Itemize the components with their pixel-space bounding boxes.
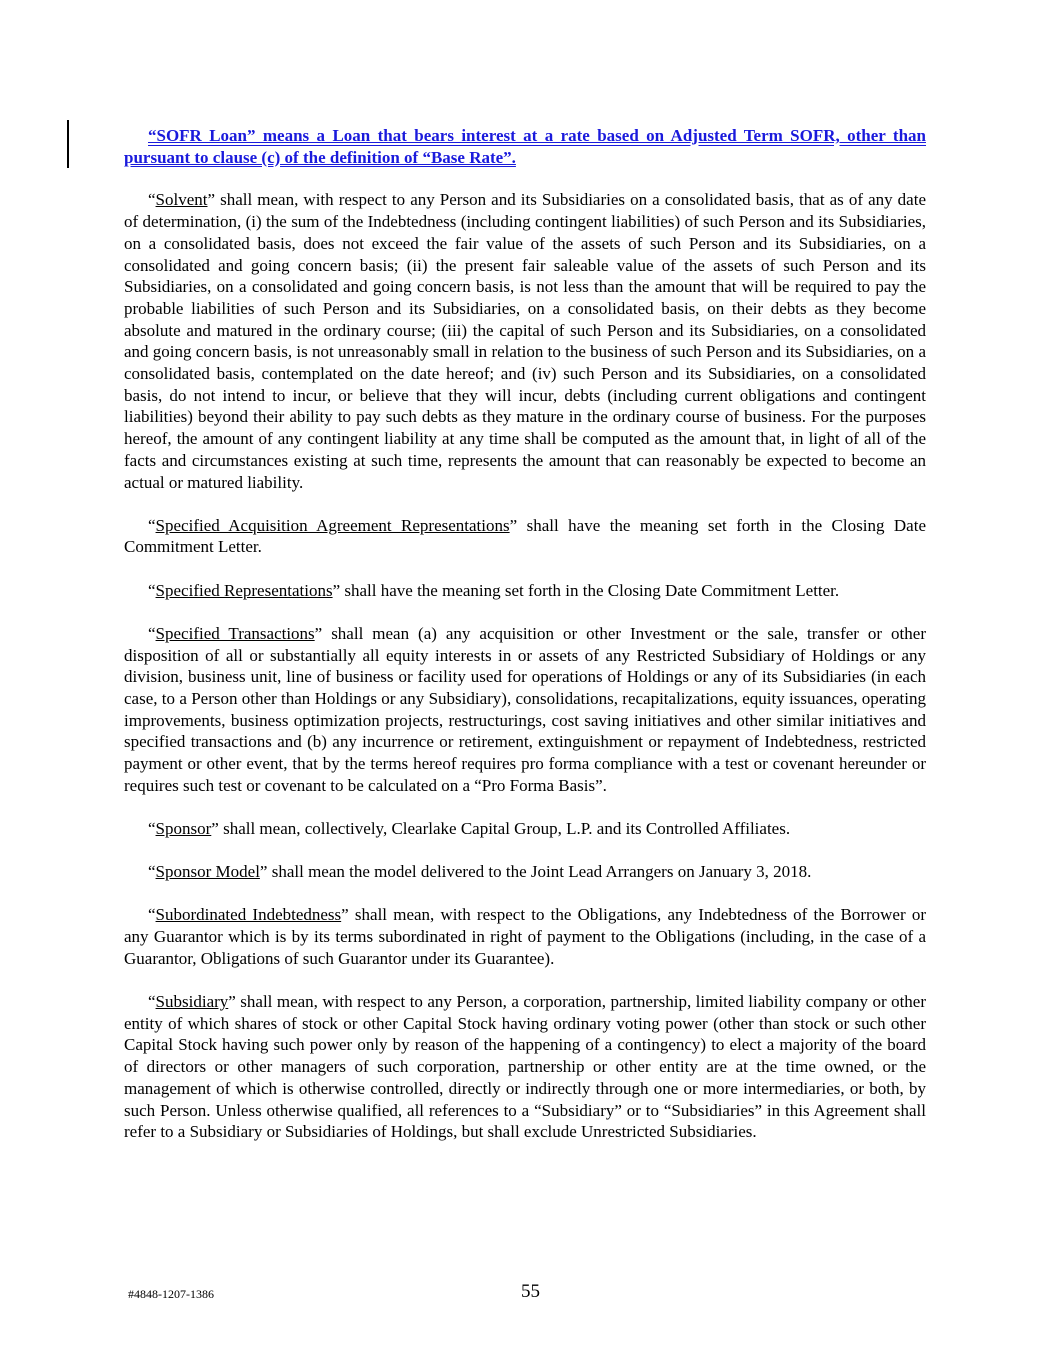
defined-term: Subordinated Indebtedness bbox=[155, 905, 342, 925]
defined-term: Solvent bbox=[155, 190, 208, 210]
definition-sponsor-model: “Sponsor Model” shall mean the model delivered to the Joint Lead Arrangers on January 3, 2018. bbox=[148, 862, 812, 882]
defined-term: Specified Representations bbox=[155, 580, 333, 600]
document-page-body bbox=[124, 125, 926, 1164]
definition-sponsor: “Sponsor” shall mean, collectively, Clearlake Capital Group, L.P. and its Controlled Affiliates. bbox=[148, 818, 791, 838]
definition-specified-acquisition-agreement-representations: “Specified Acquisition Agreement Representations” shall have the meaning set forth in the Closing Date Commitment Letter. bbox=[124, 515, 926, 557]
revision-change-bar bbox=[67, 120, 69, 168]
footer-document-id: #4848-1207-1386 bbox=[128, 1287, 214, 1301]
definition-specified-representations: “Specified Representations” shall have the meaning set forth in the Closing Date Commitment Letter. bbox=[148, 580, 840, 600]
definition-specified-transactions: “Specified Transactions” shall mean (a) any acquisition or other Investment or the sale, transfer or other disposition of all or substantially all equity interests in or assets of any Restricted Subsidiary of Holdings or any division, business unit, line of business or facility used for operations of Holdings or any of its Subsidiaries (in each case, to a Person other than Holdings or any Subsidiary), consolidations, recapitalizations, equity issuances, operating improvements, business optimization projects, restructurings, cost saving initiatives and other similar initiatives and specified transactions and (b) any incurrence or retirement, extinguishment or repayment of Indebtedness, restricted payment or other event, that by the terms hereof requires pro forma compliance with a test or covenant hereunder or requires such test or covenant to be calculated on a “Pro Forma Basis”. bbox=[124, 623, 926, 795]
defined-term: Specified Acquisition Agreement Representations bbox=[155, 515, 510, 535]
definition-subordinated-indebtedness: “Subordinated Indebtedness” shall mean, with respect to the Obligations, any Indebtedness of the Borrower or any Guarantor which is by its terms subordinated in right of payment to the Obligations (including, in the case of a Guarantor, Obligations of such Guarantor under its Guarantee). bbox=[124, 905, 926, 968]
defined-term: Sponsor Model bbox=[155, 862, 260, 882]
definition-subsidiary: “Subsidiary” shall mean, with respect to any Person, a corporation, partnership, limited liability company or other entity of which shares of stock or other Capital Stock having ordinary voting power (other than stock or such other Capital Stock having such power only by reason of the happening of a contingency) to elect a majority of the board of directors or other managers of such corporation, partnership or other entity are at the time owned, or the management of which is otherwise controlled, directly or indirectly through one or more intermediaries, or both, by such Person. Unless otherwise qualified, all references to a “Subsidiary” or to “Subsidiaries” in this Agreement shall refer to a Subsidiary or Subsidiaries of Holdings, but shall exclude Unrestricted Subsidiaries. bbox=[124, 992, 926, 1142]
page-number: 55 bbox=[521, 1281, 540, 1302]
inserted-definition-sofr-loan: “SOFR Loan” means a Loan that bears interest at a rate based on Adjusted Term SOFR, other than pursuant to clause (c) of the definition of “Base Rate”. bbox=[124, 126, 926, 167]
definition-solvent: “Solvent” shall mean, with respect to any Person and its Subsidiaries on a consolidated basis, that as of any date of determination, (i) the sum of the Indebtedness (including contingent liabilities) of such Person and its Subsidiaries, on a consolidated basis, does not exceed the fair value of the assets of such Person and its Subsidiaries, on a consolidated and going concern basis; (ii) the present fair saleable value of the assets of such Person and its Subsidiaries, on a consolidated and going concern basis, is not less than the amount that will be required to pay the probable liabilities of such Person and its Subsidiaries, on a consolidated basis, on their debts as they become absolute and matured in the ordinary course; (iii) the capital of such Person and its Subsidiaries, on a consolidated and going concern basis, is not unreasonably small in relation to the business of such Person and its Subsidiaries, on a consolidated basis, contemplated on the date hereof; and (iv) such Person and its Subsidiaries, on a consolidated basis, do not intend to incur, or believe that they will incur, debts (including current obligations and contingent liabilities) beyond their ability to pay such debts as they mature in the ordinary course of business. For the purposes hereof, the amount of any contingent liability at any time shall be computed as the amount that, in light of all of the facts and circumstances existing at such time, represents the amount that can reasonably be expected to become an actual or matured liability. bbox=[124, 190, 926, 492]
defined-term: Sponsor bbox=[155, 818, 212, 838]
defined-term: Specified Transactions bbox=[155, 623, 315, 643]
defined-term: Subsidiary bbox=[155, 992, 229, 1011]
